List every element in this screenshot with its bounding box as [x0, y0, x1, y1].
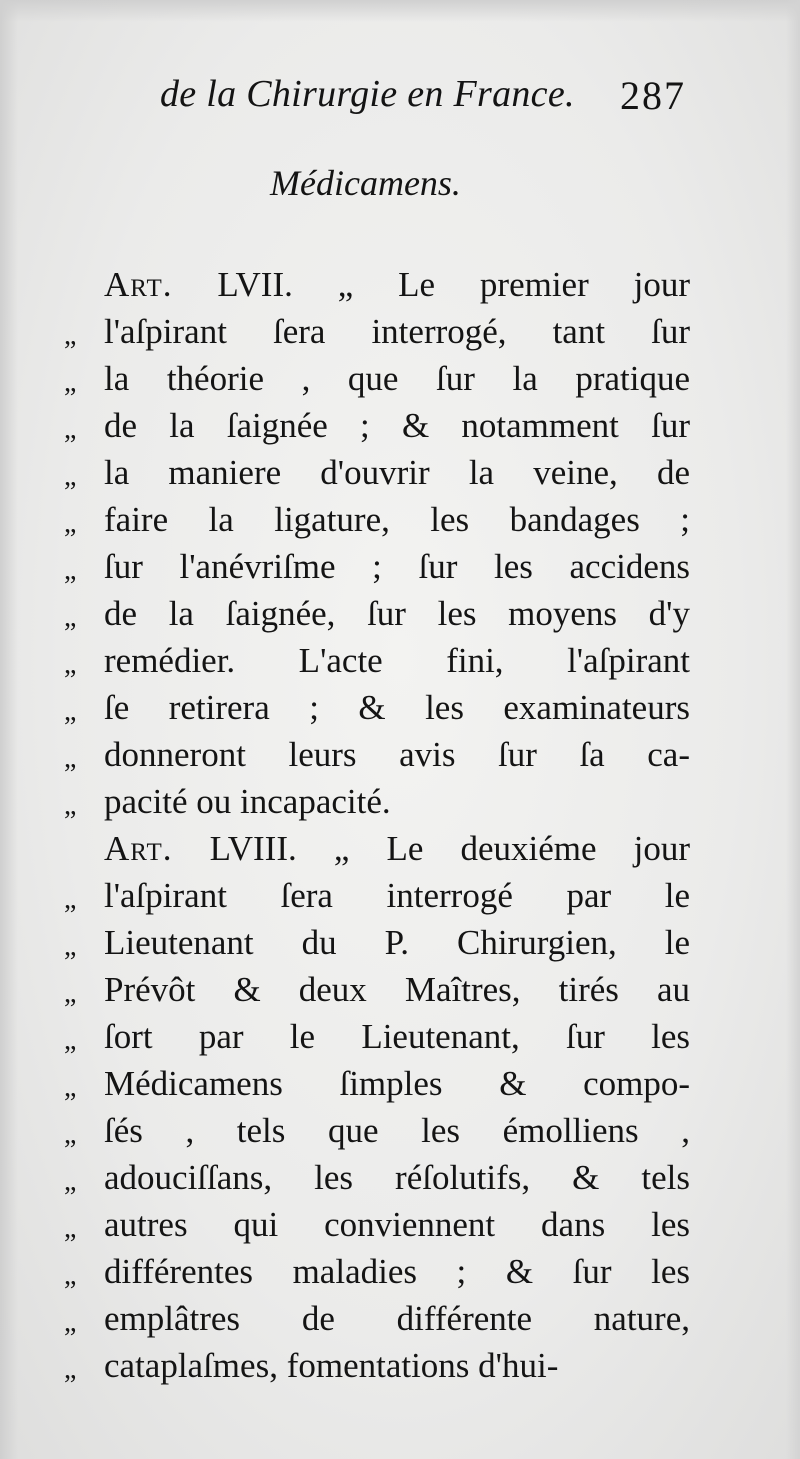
- text-line: [0, 403, 800, 449]
- text-line: [0, 920, 800, 966]
- quote-mark: „: [64, 414, 77, 445]
- text-line: [0, 826, 800, 872]
- line-text: ſe retirera ; & les examinateurs: [104, 688, 690, 727]
- line-text: ſur l'anévriſme ; ſur les accidens: [104, 547, 690, 586]
- line-text: Art. LVIII. „ Le deuxiéme jour: [104, 829, 690, 868]
- line-text: la théorie , que ſur la pratique: [104, 359, 690, 398]
- quote-mark: „: [64, 1354, 77, 1385]
- quote-mark: „: [64, 931, 77, 962]
- text-line: [0, 873, 800, 919]
- text-line: [0, 1343, 800, 1389]
- quote-mark: „: [64, 884, 77, 915]
- text-line: [0, 1249, 800, 1295]
- quote-mark: „: [64, 508, 77, 539]
- line-text: faire la ligature, les bandages ;: [104, 500, 690, 539]
- text-line: [0, 1202, 800, 1248]
- quote-mark: „: [64, 602, 77, 633]
- quote-mark: „: [64, 743, 77, 774]
- line-text: autres qui conviennent dans les: [104, 1205, 690, 1244]
- quote-mark: „: [64, 1119, 77, 1150]
- text-line: [0, 591, 800, 637]
- text-line: [0, 262, 800, 308]
- line-text: Art. LVII. „ Le premier jour: [104, 265, 690, 304]
- text-line: [0, 450, 800, 496]
- line-text: Lieutenant du P. Chirurgien, le: [104, 923, 690, 962]
- quote-mark: „: [64, 978, 77, 1009]
- quote-mark: „: [64, 649, 77, 680]
- text-line: [0, 685, 800, 731]
- text-line: [0, 1061, 800, 1107]
- line-text: adouciſſans, les réſolutifs, & tels: [104, 1158, 690, 1197]
- page-number: 287: [620, 73, 686, 118]
- page-edge-shadow-top: [0, 0, 800, 22]
- quote-mark: „: [64, 461, 77, 492]
- text-line: [0, 497, 800, 543]
- line-text: l'aſpirant ſera interrogé, tant ſur: [104, 312, 690, 351]
- line-text: emplâtres de différente nature,: [104, 1299, 690, 1338]
- quote-mark: „: [64, 1072, 77, 1103]
- quote-mark: „: [64, 790, 77, 821]
- text-line: [0, 544, 800, 590]
- quote-mark: „: [64, 696, 77, 727]
- quote-mark: „: [64, 555, 77, 586]
- line-text: l'aſpirant ſera interrogé par le: [104, 876, 690, 915]
- text-line: [0, 1108, 800, 1154]
- line-text: pacité ou incapacité.: [104, 782, 391, 821]
- line-text: la maniere d'ouvrir la veine, de: [104, 453, 690, 492]
- quote-mark: „: [64, 1307, 77, 1338]
- line-text: donneront leurs avis ſur ſa ca-: [104, 735, 690, 774]
- line-text: de la ſaignée ; & notamment ſur: [104, 406, 690, 445]
- quote-mark: „: [64, 1025, 77, 1056]
- text-line: [0, 1296, 800, 1342]
- text-line: [0, 967, 800, 1013]
- line-text: ſort par le Lieutenant, ſur les: [104, 1017, 690, 1056]
- line-text: remédier. L'acte fini, l'aſpirant: [104, 641, 690, 680]
- quote-mark: „: [64, 1260, 77, 1291]
- running-title: de la Chirurgie en France.: [160, 73, 575, 115]
- line-text: cataplaſmes, fomentations d'hui-: [104, 1346, 559, 1385]
- text-line: [0, 1014, 800, 1060]
- line-text: ſés , tels que les émolliens ,: [104, 1111, 690, 1150]
- line-text: différentes maladies ; & ſur les: [104, 1252, 690, 1291]
- quote-mark: „: [64, 320, 77, 351]
- text-line: [0, 779, 800, 825]
- line-text: Prévôt & deux Maîtres, tirés au: [104, 970, 690, 1009]
- quote-mark: „: [64, 367, 77, 398]
- line-text: Médicamens ſimples & compo-: [104, 1064, 690, 1103]
- text-line: [0, 638, 800, 684]
- text-line: [0, 356, 800, 402]
- quote-mark: „: [64, 1166, 77, 1197]
- quote-mark: „: [64, 1213, 77, 1244]
- text-line: [0, 1155, 800, 1201]
- section-title: Médicamens.: [270, 163, 461, 203]
- line-text: de la ſaignée, ſur les moyens d'y: [104, 594, 690, 633]
- text-line: [0, 732, 800, 778]
- text-line: [0, 309, 800, 355]
